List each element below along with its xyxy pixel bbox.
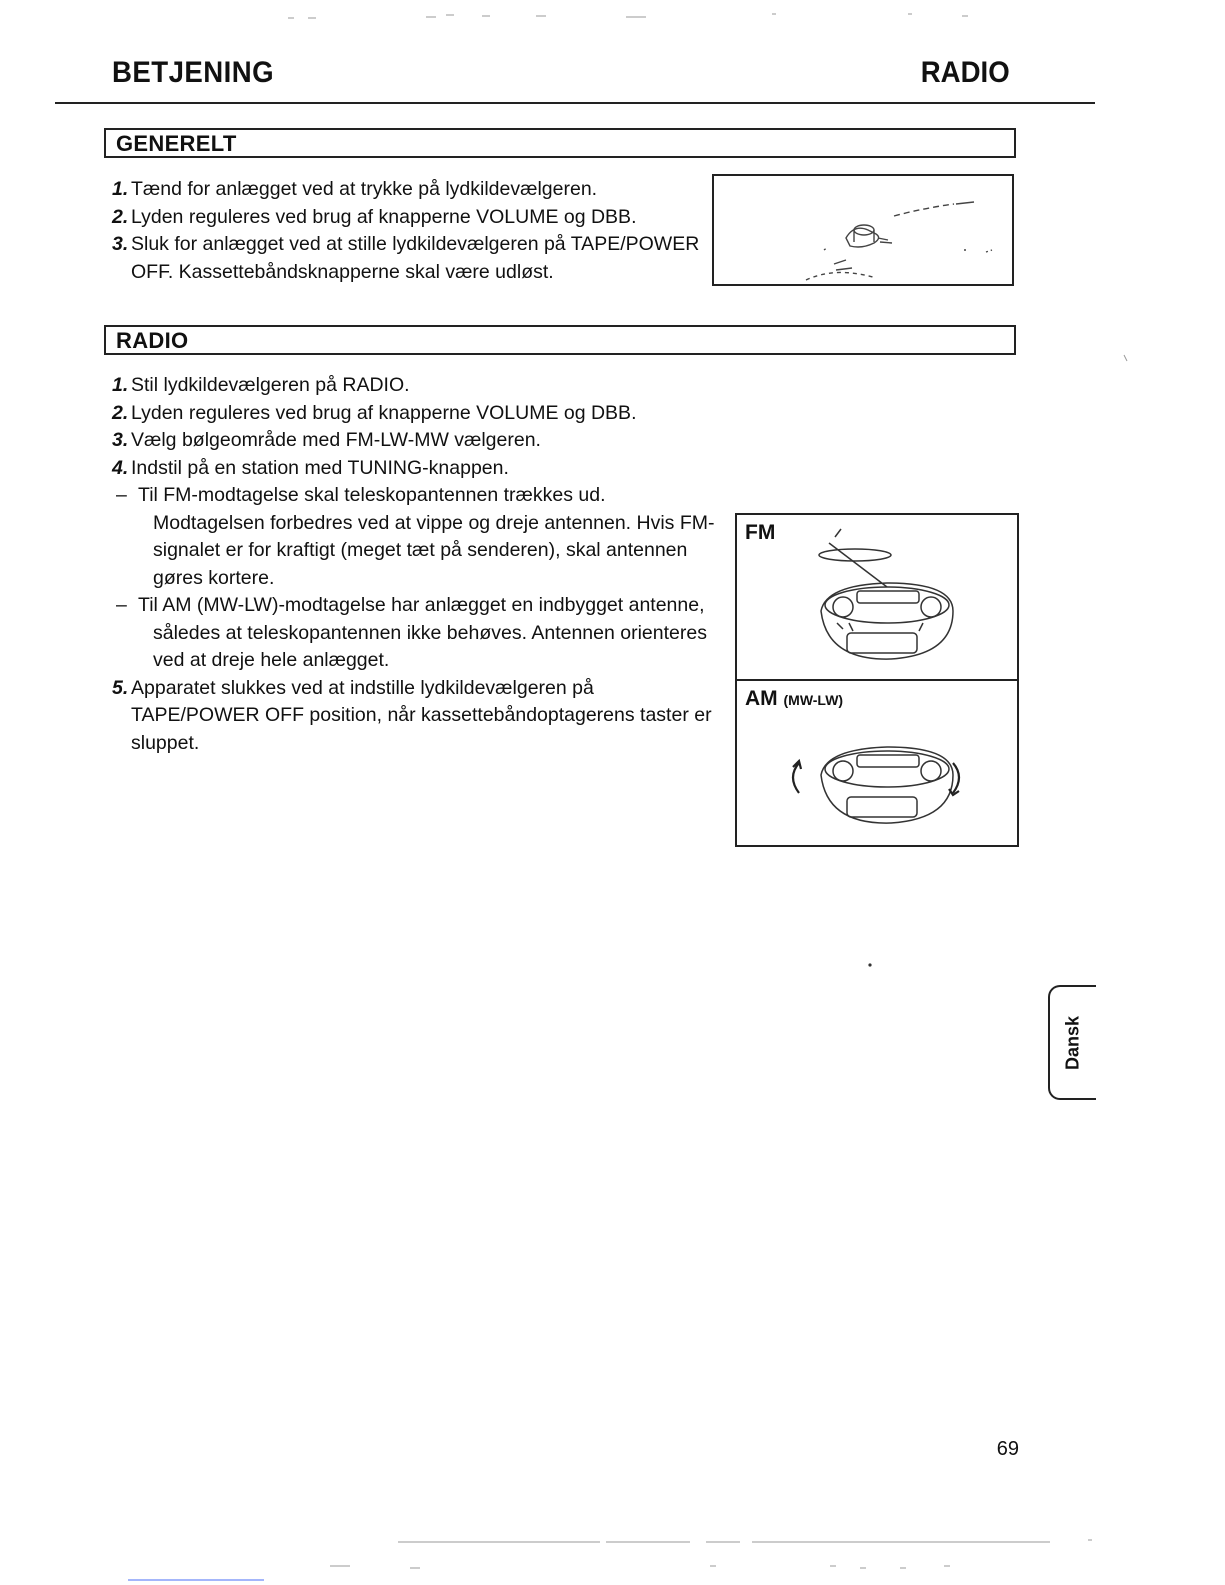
language-tab-label: Dansk (1062, 1015, 1083, 1070)
step-text: TAPE/POWER OFF position, når kassettebåndoptagerens taster er (131, 704, 712, 726)
bullet-am (116, 592, 714, 620)
rotate-right-arrow (953, 763, 959, 793)
step-item (112, 204, 699, 232)
step-item (112, 400, 714, 428)
bullet-dash: – (116, 484, 127, 506)
bullet-continuation (112, 510, 714, 538)
section-heading-radio (104, 325, 1016, 355)
step-item (112, 176, 699, 204)
bullet-continuation (112, 620, 714, 648)
figure-am-reception (735, 679, 1019, 847)
figure-fm-reception (735, 513, 1019, 681)
step-item (112, 372, 714, 400)
language-tab (1048, 985, 1096, 1100)
step-number: 1. (112, 374, 129, 396)
step-text: Vælg bølgeområde med FM-LW-MW vælgeren. (131, 429, 541, 451)
bullet-text: Modtagelsen forbedres ved at vippe og dreje antennen. Hvis FM- (153, 511, 715, 534)
figure-power-switch (712, 174, 1014, 286)
radio-steps (112, 372, 714, 757)
step-text: Lyden reguleres ved brug af knapperne VOLUME og DBB. (131, 205, 637, 228)
source-selector-illustration (714, 176, 1012, 284)
bullet-text: således at teleskopantennen ikke behøves. Antennen orienteres (153, 621, 707, 644)
step-text: Stil lydkildevælgeren på RADIO. (131, 374, 410, 396)
step-number: 2. (112, 205, 129, 228)
step-text: Sluk for anlægget ved at stille lydkildevælgeren på TAPE/POWER (131, 233, 700, 255)
step-continuation (112, 259, 699, 287)
bullet-fm (116, 482, 714, 510)
fm-label: FM (745, 521, 776, 544)
step-continuation (112, 730, 714, 758)
am-sublabel: (MW-LW) (783, 692, 844, 708)
step-number: 3. (112, 233, 129, 255)
bullet-text: ved at dreje hele anlægget. (153, 649, 390, 671)
page-header-section: BETJENING (112, 56, 275, 89)
section-title: GENERELT (116, 131, 237, 156)
section-title: RADIO (116, 328, 189, 353)
step-number: 2. (112, 401, 129, 424)
bullet-continuation (112, 647, 714, 675)
step-item (112, 231, 699, 259)
step-number: 3. (112, 429, 129, 451)
bullet-text: signalet er for kraftigt (meget tæt på senderen), skal antennen (153, 539, 688, 561)
step-number: 4. (112, 456, 129, 479)
step-text: Tænd for anlægget ved at trykke på lydkildevælgeren. (131, 178, 598, 200)
step-item (112, 427, 714, 455)
step-text: Apparatet slukkes ved at indstille lydkildevælgeren på (131, 676, 594, 699)
step-text: sluppet. (131, 731, 200, 754)
bullet-text: gøres kortere. (153, 566, 275, 589)
step-number: 1. (112, 178, 129, 200)
radio-with-antenna-illustration (737, 515, 1017, 679)
bullet-text: Til AM (MW-LW)-modtagelse har anlægget en indbygget antenne, (138, 594, 705, 616)
step-number: 5. (112, 676, 129, 699)
am-label-text: AM (745, 687, 778, 710)
header-divider (55, 102, 1095, 104)
bullet-text: Til FM-modtagelse skal teleskopantennen trækkes ud. (138, 484, 606, 506)
generelt-steps (112, 176, 699, 286)
bullet-continuation (112, 565, 714, 593)
bullet-dash: – (116, 594, 127, 616)
am-label (745, 687, 843, 711)
page-header-topic: RADIO (921, 56, 1010, 89)
step-item (112, 455, 714, 483)
step-text: Indstil på en station med TUNING-knappen. (131, 456, 509, 479)
bullet-continuation (112, 537, 714, 565)
step-text: OFF. Kassettebåndsknapperne skal være udløst. (131, 260, 554, 283)
step-text: Lyden reguleres ved brug af knapperne VOLUME og DBB. (131, 401, 637, 424)
step-item (112, 675, 714, 703)
section-heading-generelt (104, 128, 1016, 158)
page-number: 69 (996, 1438, 1019, 1460)
step-continuation (112, 702, 714, 730)
